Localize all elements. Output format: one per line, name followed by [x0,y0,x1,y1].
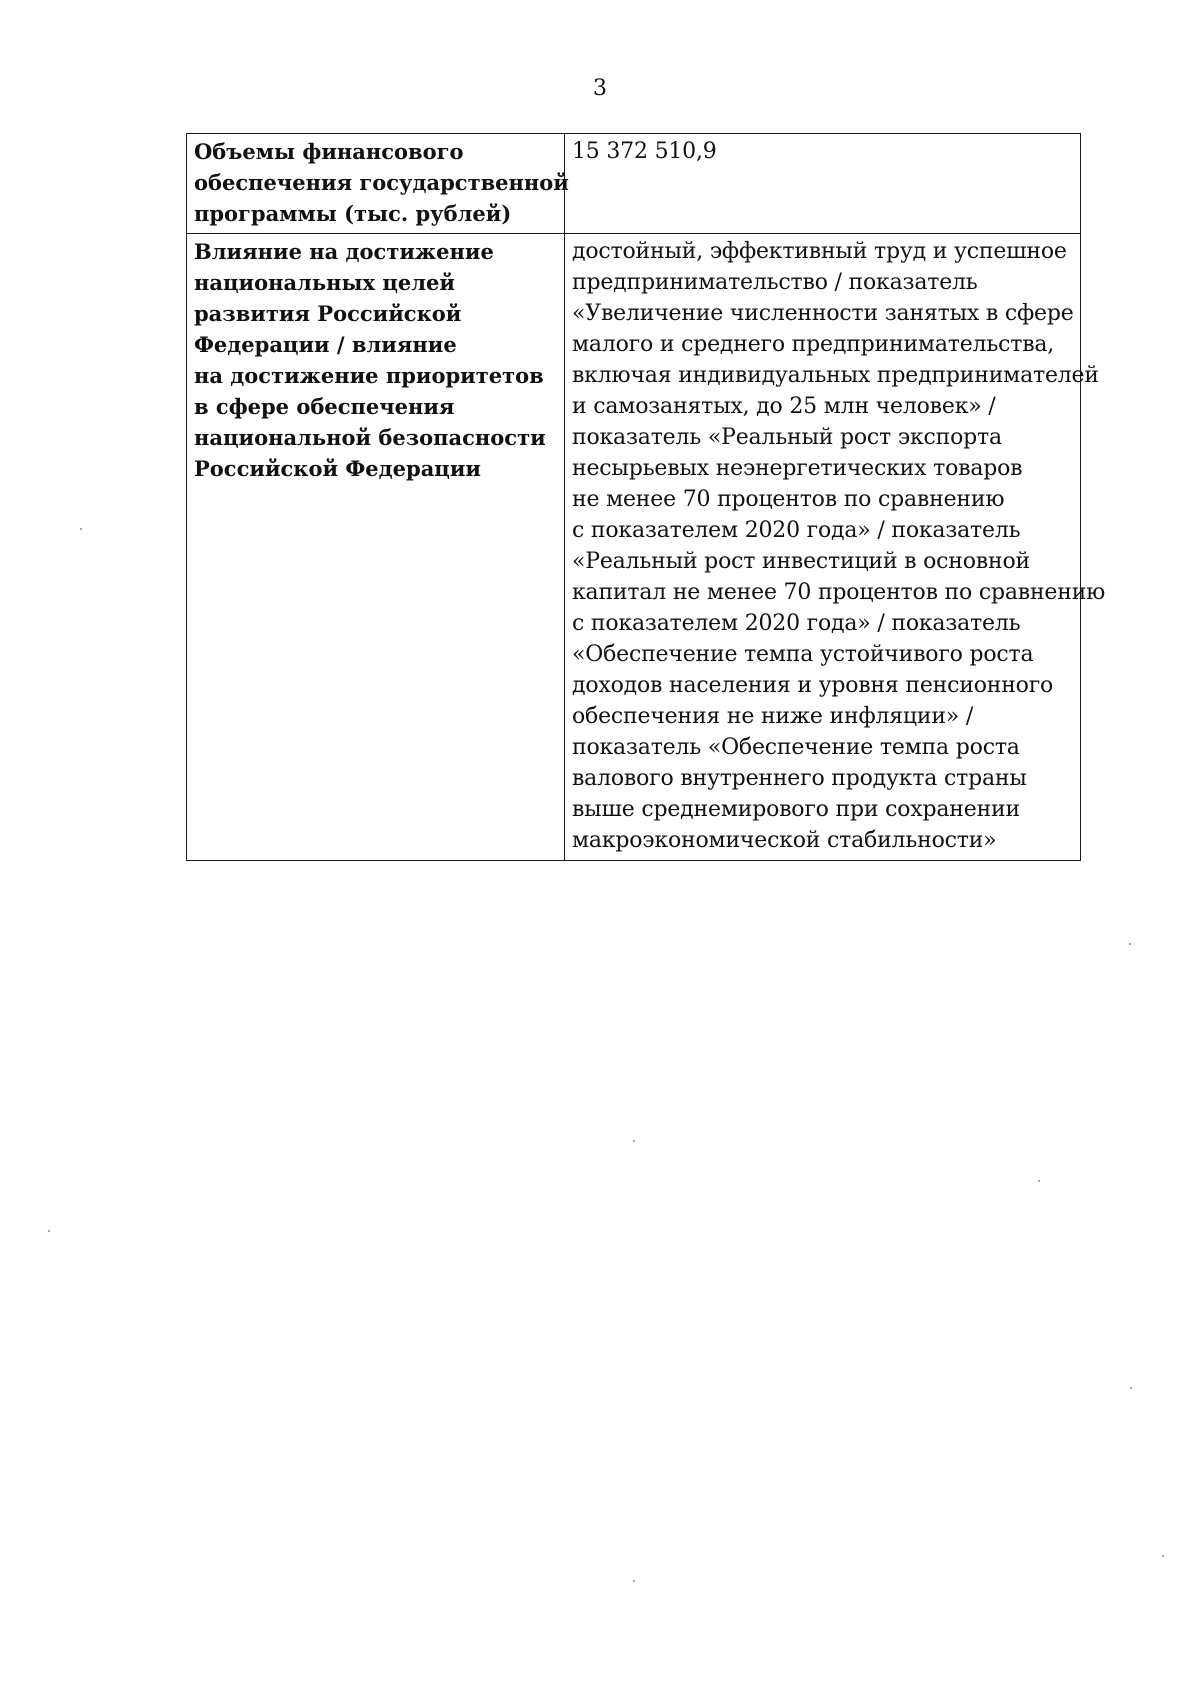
value-line: «Обеспечение темпа устойчивого роста [572,642,1034,667]
scan-speck [48,1230,50,1232]
label-line: Российской Федерации [194,456,481,481]
label-line: на достижение приоритетов [194,363,544,388]
label-line: развития Российской [194,301,462,326]
value-line: валового внутреннего продукта страны [572,766,1027,791]
value-line: малого и среднего предпринимательства, [572,332,1055,357]
national-goals-value-cell [565,234,1106,861]
page-number: 3 [593,76,607,101]
value-line: и самозанятых, до 25 млн человек» / [572,394,996,419]
label-line: Федерации / влияние [194,332,457,357]
scan-speck [1129,943,1131,945]
scan-speck [633,1580,635,1582]
scan-speck [1038,1180,1040,1182]
national-goals-label-cell [187,234,565,861]
value-line: доходов населения и уровня пенсионного [572,673,1054,698]
value-line: предпринимательство / показатель [572,270,978,295]
value-line: «Увеличение численности занятых в сфере [572,301,1074,326]
scan-speck [1162,1555,1164,1557]
value-line: «Реальный рост инвестиций в основной [572,549,1030,574]
value-line: обеспечения не ниже инфляции» / [572,704,974,729]
label-line: национальных целей [194,270,455,295]
value-line: не менее 70 процентов по сравнению [572,487,1005,512]
value-line: показатель «Реальный рост экспорта [572,425,1002,450]
value-line: с показателем 2020 года» / показатель [572,611,1021,636]
financing-amount: 15 372 510,9 [572,139,717,164]
financing-value-cell [565,134,1081,234]
scan-speck [1130,1387,1132,1389]
value-line: с показателем 2020 года» / показатель [572,518,1021,543]
label-line: программы (тыс. рублей) [194,201,512,226]
financing-label-cell [187,134,569,234]
scan-speck [80,528,82,530]
scan-speck [633,1140,635,1142]
label-line: Влияние на достижение [194,239,494,264]
program-passport-table [186,133,1106,861]
value-line: капитал не менее 70 процентов по сравнению [572,580,1106,605]
value-line: выше среднемирового при сохранении [572,797,1020,822]
value-line: показатель «Обеспечение темпа роста [572,735,1020,760]
table-row-financing [187,134,1081,234]
label-line: в сфере обеспечения [194,394,455,419]
label-line: обеспечения государственной [194,170,569,195]
value-line: макроэкономической стабильности» [572,828,997,853]
value-line: достойный, эффективный труд и успешное [572,239,1067,264]
label-line: национальной безопасности [194,425,546,450]
label-line: Объемы финансового [194,139,464,164]
value-line: несырьевых неэнергетических товаров [572,456,1023,481]
value-line: включая индивидуальных предпринимателей [572,363,1099,388]
table-row-national-goals [187,234,1081,861]
